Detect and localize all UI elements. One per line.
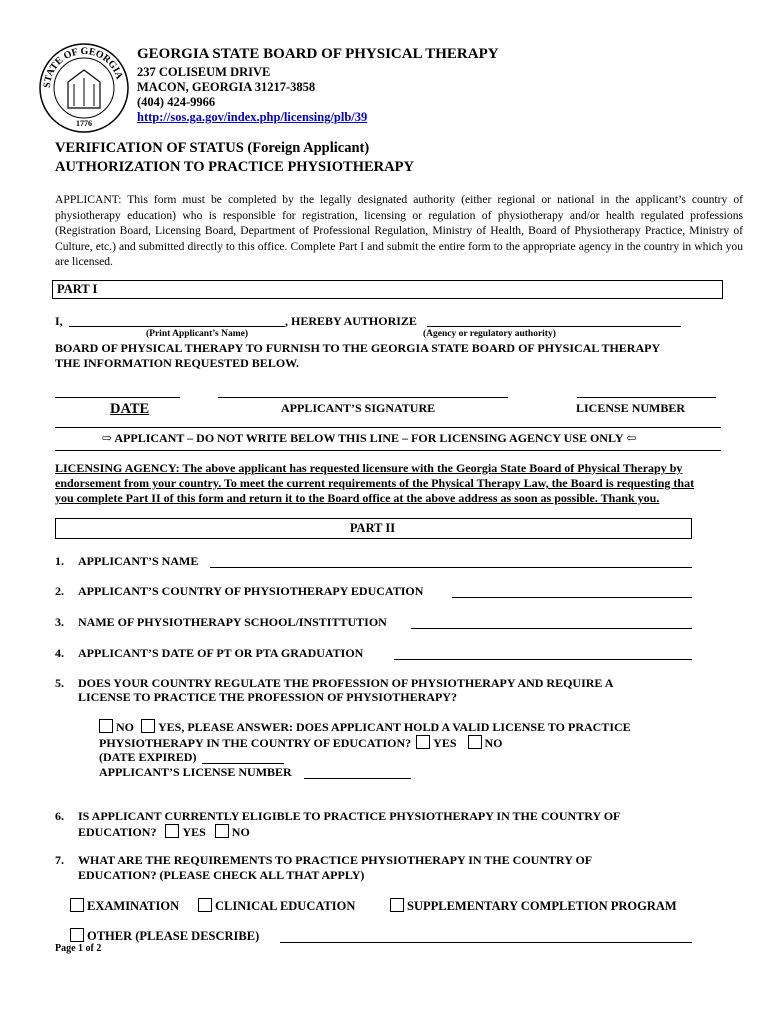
other-description-field[interactable] [280,942,692,943]
q6-text-line-2-row [78,824,250,840]
applicant-instructions: APPLICANT: This form must be completed by the legally designated authority (either regional or national in the applicant’s country of physiotherapy education) who is responsible for registration, licensing or regulation of physiotherapy and/or health regulated professions (Registration Board, Licensing Board, Department of Professional Regulation, Ministry of Health, Board of Physiotherapy Practice, Ministry of Culture, etc.) and submitted directly to this office. Complete Part I and submit the entire form to the appropriate agency in the country in which you are licensed. [55,193,743,268]
q5-yes-checkbox[interactable] [141,719,155,733]
agency-note-line-1: LICENSING AGENCY: The above applicant has requested licensure with the Georgia State Board of Physical Therapy by [55,461,683,475]
board-authorization-text-2: THE INFORMATION REQUESTED BELOW. [55,356,300,370]
q5-license-no-label: NO [484,736,503,750]
country-answer-field[interactable] [452,597,692,598]
q6-yes-checkbox[interactable] [165,824,179,838]
q2-number: 2. [55,584,64,598]
board-title: GEORGIA STATE BOARD OF PHYSICAL THERAPY [137,46,499,62]
license-number-label: LICENSE NUMBER [576,401,686,415]
q3-number: 3. [55,615,64,629]
q5-license-yes-label: YES [433,736,457,750]
address-line-2: MACON, GEORGIA 31217-3858 [137,80,316,94]
applicant-name-field[interactable] [69,326,285,327]
q5-date-expired-label: (DATE EXPIRED) [99,750,197,764]
part2-label: PART II [349,521,396,535]
q5-license-number-label: APPLICANT’S LICENSE NUMBER [99,765,292,779]
seal-text: STATE OF GEORGIA [41,45,125,89]
board-website-link[interactable]: http://sos.ga.gov/index.php/licensing/plb/39 [137,110,368,124]
part1-divider [55,427,721,428]
q6-yes-label: YES [182,825,206,839]
supplementary-program-label: SUPPLEMENTARY COMPLETION PROGRAM [407,899,677,913]
q5-license-number-field[interactable] [304,778,411,779]
q5-no-label: NO [116,720,134,734]
examination-checkbox[interactable] [70,898,84,912]
q5-license-no-checkbox[interactable] [468,735,482,749]
agency-name-field[interactable] [427,326,681,327]
agency-note-line-3: you complete Part II of this form and return it to the Board office at the above address as soon as possible. Thank you. [55,491,660,505]
q1-label: APPLICANT’S NAME [78,554,199,568]
q1-number: 1. [55,554,64,568]
q7-text-line-1: WHAT ARE THE REQUIREMENTS TO PRACTICE PHYSIOTHERAPY IN THE COUNTRY OF [78,853,593,867]
date-field[interactable] [55,397,180,398]
q5-sub-question: PHYSIOTHERAPY IN THE COUNTRY OF EDUCATION? [99,736,412,750]
georgia-state-seal [38,42,130,134]
examination-label: EXAMINATION [87,899,180,913]
q7-text-line-2: EDUCATION? (PLEASE CHECK ALL THAT APPLY) [78,868,365,882]
graduation-date-answer-field[interactable] [394,659,692,660]
other-label: OTHER (PLEASE DESCRIBE) [87,929,260,943]
q5-yes-answer-label: YES, PLEASE ANSWER: DOES APPLICANT HOLD A VALID LICENSE TO PRACTICE [158,720,631,734]
form-title-authorization: AUTHORIZATION TO PRACTICE PHYSIOTHERAPY [55,159,414,175]
print-name-caption: (Print Applicant’s Name) [146,329,249,339]
address-line-1: 237 COLISEUM DRIVE [137,65,271,79]
q6-number: 6. [55,809,64,823]
q6-no-label: NO [231,825,250,839]
do-not-write-notice: ⇨ APPLICANT – DO NOT WRITE BELOW THIS LINE – FOR LICENSING AGENCY USE ONLY ⇦ [102,431,637,445]
seal-year: 1776 [76,119,92,128]
q5-text-line-1: DOES YOUR COUNTRY REGULATE THE PROFESSION OF PHYSIOTHERAPY AND REQUIRE A [78,676,614,690]
q7-number: 7. [55,853,64,867]
signature-label: APPLICANT’S SIGNATURE [281,401,436,415]
phone-number: (404) 424-9966 [137,95,216,109]
clinical-education-checkbox[interactable] [198,898,212,912]
q6-no-checkbox[interactable] [215,824,229,838]
q5-no-checkbox[interactable] [99,719,113,733]
supplementary-program-checkbox[interactable] [390,898,404,912]
agency-caption: (Agency or regulatory authority) [423,329,556,339]
q7-option-supplementary [390,898,677,914]
clinical-education-label: CLINICAL EDUCATION [215,899,356,913]
q5-license-yes-checkbox[interactable] [416,735,430,749]
q4-label: APPLICANT’S DATE OF PT OR PTA GRADUATION [78,646,364,660]
applicant-name-answer-field[interactable] [210,567,692,568]
q5-text-line-2: LICENSE TO PRACTICE THE PROFESSION OF PHYSIOTHERAPY? [78,690,457,704]
q6-text-line-2: EDUCATION? [78,825,157,839]
q4-number: 4. [55,646,64,660]
q7-option-other [70,928,259,944]
date-expired-field[interactable] [202,763,284,764]
i-prefix: I, [55,314,63,328]
other-checkbox[interactable] [70,928,84,942]
form-title-verification: VERIFICATION OF STATUS (Foreign Applicant) [55,140,370,156]
school-answer-field[interactable] [411,628,692,629]
q2-label: APPLICANT’S COUNTRY OF PHYSIOTHERAPY EDUCATION [78,584,424,598]
signature-field[interactable] [218,397,508,398]
board-authorization-text-1: BOARD OF PHYSICAL THERAPY TO FURNISH TO THE GEORGIA STATE BOARD OF PHYSICAL THERAPY [55,341,661,355]
q7-option-clinical [198,898,355,914]
q3-label: NAME OF PHYSIOTHERAPY SCHOOL/INSTITTUTION [78,615,387,629]
page-number: Page 1 of 2 [55,943,102,954]
hereby-authorize-text: , HEREBY AUTHORIZE [285,314,417,328]
do-not-write-divider [55,450,721,451]
q5-number: 5. [55,676,64,690]
part1-label: PART I [57,282,98,296]
agency-note-line-2: endorsement from your country. To meet the current requirements of the Physical Therapy Law, the Board is requesting that [55,476,695,490]
q7-option-examination [70,898,179,914]
date-label: DATE [110,401,150,417]
q6-text-line-1: IS APPLICANT CURRENTLY ELIGIBLE TO PRACTICE PHYSIOTHERAPY IN THE COUNTRY OF [78,809,621,823]
part1-header-box [52,280,723,299]
q5-answer-row [99,719,631,735]
license-number-field[interactable] [577,397,716,398]
q5-sub-row [99,735,503,751]
